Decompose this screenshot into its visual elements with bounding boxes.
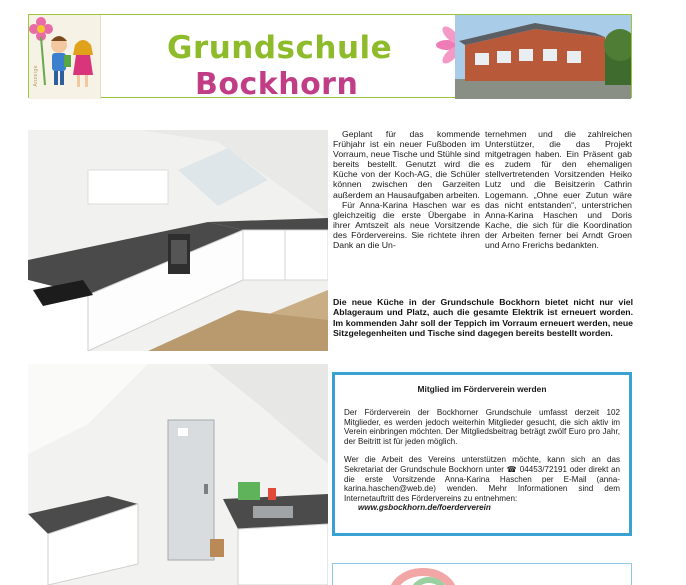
side-label: Anzeige bbox=[33, 65, 39, 87]
membership-infobox bbox=[332, 372, 632, 536]
kitchen-photo-2 bbox=[28, 364, 328, 585]
article-column-1 bbox=[333, 129, 480, 250]
infobox-paragraph-1: Der Förderverein der Bockhorner Grundschule umfasst derzeit 102 Mitglieder, es werden jedoch weiterhin Mitglieder gesucht, die sich aktiv im Verein einbringen möchten. Der Mitgliedsbeitrag beträgt zwölf Euro pro Jahr, der Beitritt ist für jeden möglich. bbox=[344, 408, 620, 446]
header-banner bbox=[28, 14, 632, 102]
school-building-photo bbox=[455, 15, 631, 99]
page-title-line1: Grundschule bbox=[167, 30, 393, 66]
children-illustration bbox=[29, 15, 101, 99]
article-column-2 bbox=[485, 129, 632, 250]
infobox-title: Mitglied im Förderverein werden bbox=[417, 384, 547, 394]
page-title-line2: Bockhorn bbox=[195, 67, 359, 102]
infobox-paragraph-2: Wer die Arbeit des Vereins unterstützen möchte, kann sich an das Sekretariat der Grundschule Bockhorn unter ☎ 04453/72191 oder direkt an die erste Vorsitzende Anna-Karina Haschen per E-Mail (anna-karina.haschen@web.de) wenden. Mehr Informationen sind dem Internetauftritt des Fördervereins zu entnehmen: bbox=[344, 455, 620, 503]
kitchen-photo-1 bbox=[28, 130, 328, 351]
article-paragraph: Für Anna-Karina Haschen war es gleichzeitig die erste Übergabe in ihrer Amtszeit als neue Vorsitzende des Fördervereins. Sie richtete ihren Dank an die Un- bbox=[333, 199, 480, 251]
next-box-teaser bbox=[332, 563, 632, 585]
infobox-url-link[interactable]: www.gsbockhorn.de/foerderverein bbox=[358, 503, 491, 513]
article-paragraph: ternehmen und die zahlreichen Unterstützer, die das Projekt mitgetragen haben. Ein Präsent gab es zudem für den ehemaligen stellvertretenden Vorsitzenden Heiko Lutz und die Beisitzerin Cathrin Logemann. „Ohne euer Zutun wäre das nicht entstanden“, unterstrichen Anna-Karina Haschen und Doris Kache, die sich für die Koordination der Arbeiten ferner bei Arndt Groen und Arno Frerichs bedankten. bbox=[485, 129, 632, 251]
article-paragraph: Geplant für das kommende Frühjahr ist ein neuer Fußboden im Vorraum, neue Tische und Stühle sind bereits bestellt. Genutzt wird die Küche von der Koch-AG, die Schüler können zwischen den Garzeiten außerdem an Hausaufgaben arbeiten. bbox=[333, 129, 480, 200]
photo-caption: Die neue Küche in der Grundschule Bockhorn bietet nicht nur viel Ablageraum und Platz, auch die gesamte Elektrik ist erneuert worden. Im kommenden Jahr soll der Teppich im Vorraum erneuert werden, neue Sitzgelegenheiten und Tische sind dagegen bereits bestellt worden. bbox=[333, 297, 633, 338]
